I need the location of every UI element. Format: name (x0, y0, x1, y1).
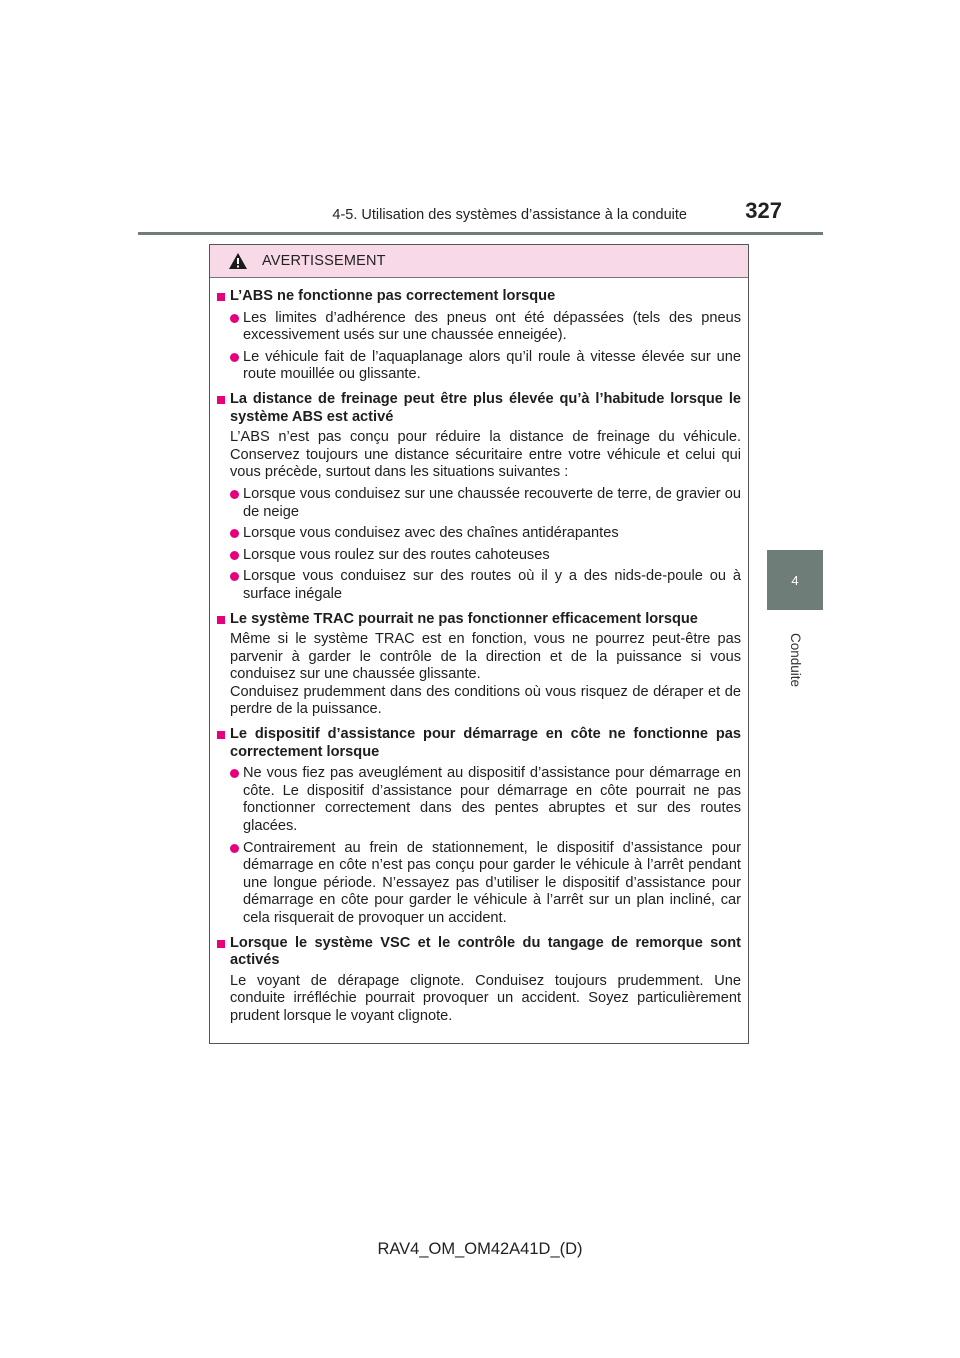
document-code: RAV4_OM_OM42A41D_(D) (377, 1240, 583, 1258)
section-heading (217, 935, 741, 970)
section-paragraph: Le voyant de dérapage clignote. Conduisez toujours prudemment. Une conduite irréfléchie pourrait provoquer un accident. Soyez particulièrement prudent lorsque le voyant clignote. (230, 972, 741, 1024)
square-bullet-icon (217, 396, 225, 404)
list-item-text: Contrairement au frein de stationnement, le dispositif d’assistance pour démarrage en côte n’est pas conçu pour garder le véhicule à l’arrêt pendant une longue période. N’essayez pas d’utiliser le dispositif d’assistance pour démarrage en côte pour garder le véhicule à l’arrêt sur un plan incliné, car cela risquerait de provoquer un accident. (243, 839, 741, 926)
list-item-text: Lorsque vous conduisez sur des routes où il y a des nids-de-poule ou à surface inégale (243, 568, 741, 602)
section-header-title: 4-5. Utilisation des systèmes d’assistance à la conduite (332, 207, 687, 223)
warning-section (217, 726, 741, 928)
warning-triangle-icon (228, 252, 248, 270)
square-bullet-icon (217, 731, 225, 739)
header-rule (138, 232, 823, 235)
list-item (230, 525, 741, 543)
list-item-text: Le véhicule fait de l’aquaplanage alors qu’il roule à vitesse élevée sur une route mouillée ou glissante. (243, 348, 741, 383)
section-title: L’ABS ne fonctionne pas correctement lorsque (230, 288, 556, 304)
list-item-text: Lorsque vous roulez sur des routes cahoteuses (243, 546, 550, 563)
round-bullet-icon (230, 353, 239, 362)
round-bullet-icon (230, 844, 239, 853)
warning-section (217, 288, 741, 384)
section-heading (217, 611, 741, 629)
list-item (230, 486, 741, 521)
list-item (230, 840, 741, 928)
square-bullet-icon (217, 940, 225, 948)
chapter-label: Conduite (788, 632, 803, 688)
round-bullet-icon (230, 490, 239, 499)
round-bullet-icon (230, 314, 239, 323)
section-paragraph: Conduisez prudemment dans des conditions où vous risquez de déraper et de perdre de la puissance. (230, 683, 741, 718)
list-item-text: Lorsque vous conduisez avec des chaînes antidérapantes (243, 525, 619, 542)
section-title: Le dispositif d’assistance pour démarrage en côte ne fonctionne pas correctement lorsque (230, 726, 741, 760)
list-item (230, 310, 741, 345)
section-heading (217, 726, 741, 761)
list-item-text: Lorsque vous conduisez sur une chaussée recouverte de terre, de gravier ou de neige (243, 485, 741, 520)
section-paragraph: Même si le système TRAC est en fonction, vous ne pourrez peut-être pas parvenir à garder le contrôle de la direction et de la puissance si vous conduisez sur une chaussée glissante. (230, 631, 741, 683)
warning-section (217, 391, 741, 604)
section-title: La distance de freinage peut être plus élevée qu’à l’habitude lorsque le système ABS est activé (230, 390, 741, 425)
round-bullet-icon (230, 572, 239, 581)
warning-body (210, 278, 748, 1026)
chapter-tab (767, 550, 823, 610)
round-bullet-icon (230, 529, 239, 538)
list-item (230, 568, 741, 603)
round-bullet-icon (230, 551, 239, 560)
square-bullet-icon (217, 293, 225, 301)
section-heading (217, 288, 741, 306)
square-bullet-icon (217, 616, 225, 624)
list-item (230, 765, 741, 835)
section-paragraph: L’ABS n’est pas conçu pour réduire la distance de freinage du véhicule. Conservez toujours une distance sécuritaire entre votre véhicule et celui qui vous précède, surtout dans les situations suivantes : (230, 429, 741, 481)
list-item-text: Les limites d’adhérence des pneus ont été dépassées (tels des pneus excessivement usés sur une chaussée enneigée). (243, 309, 741, 344)
warning-header (210, 245, 748, 278)
chapter-tab-number: 4 (791, 572, 799, 588)
list-item-text: Ne vous fiez pas aveuglément au dispositif d’assistance pour démarrage en côte. Le dispositif d’assistance pour démarrage en côte pourrait ne pas fonctionner correctement dans des pentes abruptes et sur des routes glacées. (243, 765, 741, 835)
warning-section (217, 935, 741, 1026)
section-title: Le système TRAC pourrait ne pas fonctionner efficacement lorsque (230, 610, 698, 627)
page-number: 327 (745, 198, 782, 223)
warning-title: AVERTISSEMENT (262, 253, 386, 269)
list-item (230, 547, 741, 565)
warning-section (217, 611, 741, 720)
section-title: Lorsque le système VSC et le contrôle du tangage de remorque sont activés (230, 934, 741, 969)
section-heading (217, 391, 741, 426)
round-bullet-icon (230, 769, 239, 778)
list-item (230, 349, 741, 384)
warning-box (209, 244, 749, 1044)
